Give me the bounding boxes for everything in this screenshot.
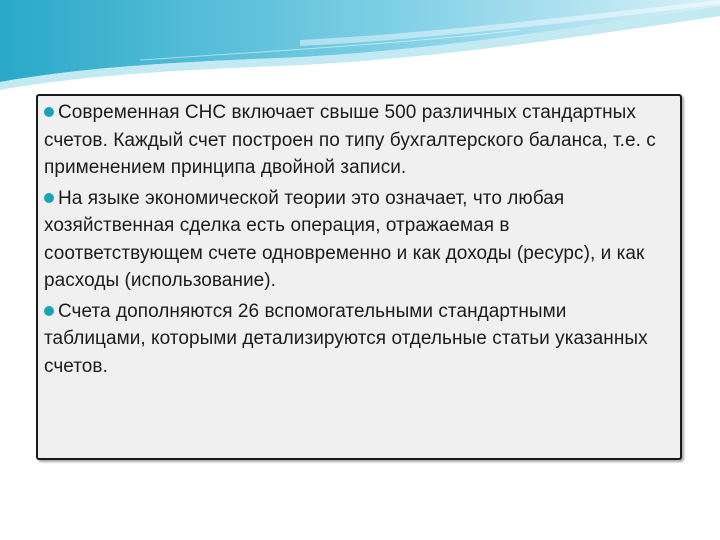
slide-text-box — [36, 94, 682, 460]
bullet-item — [44, 185, 670, 295]
bullet-item — [44, 99, 670, 182]
bullet-dot-icon — [44, 193, 54, 203]
bullet-dot-icon — [44, 306, 54, 316]
bullet-dot-icon — [44, 107, 54, 117]
header-wave-decoration — [0, 0, 720, 100]
bullet-text: На языке экономической теории это означает, что любая хозяйственная сделка есть операция, отражаемая в соответствующем счете одновременно и как доходы (ресурс), и как расходы (использование). — [44, 187, 645, 291]
bullet-text: Современная СНС включает свыше 500 различных стандартных счетов. Каждый счет построен по типу бухгалтерского баланса, т.е. с применением принципа двойной записи. — [44, 102, 656, 178]
bullet-text: Счета дополняются 26 вспомогательными стандартными таблицами, которыми детализируются отдельные статьи указанных счетов. — [44, 300, 648, 377]
bullet-item — [44, 298, 670, 381]
